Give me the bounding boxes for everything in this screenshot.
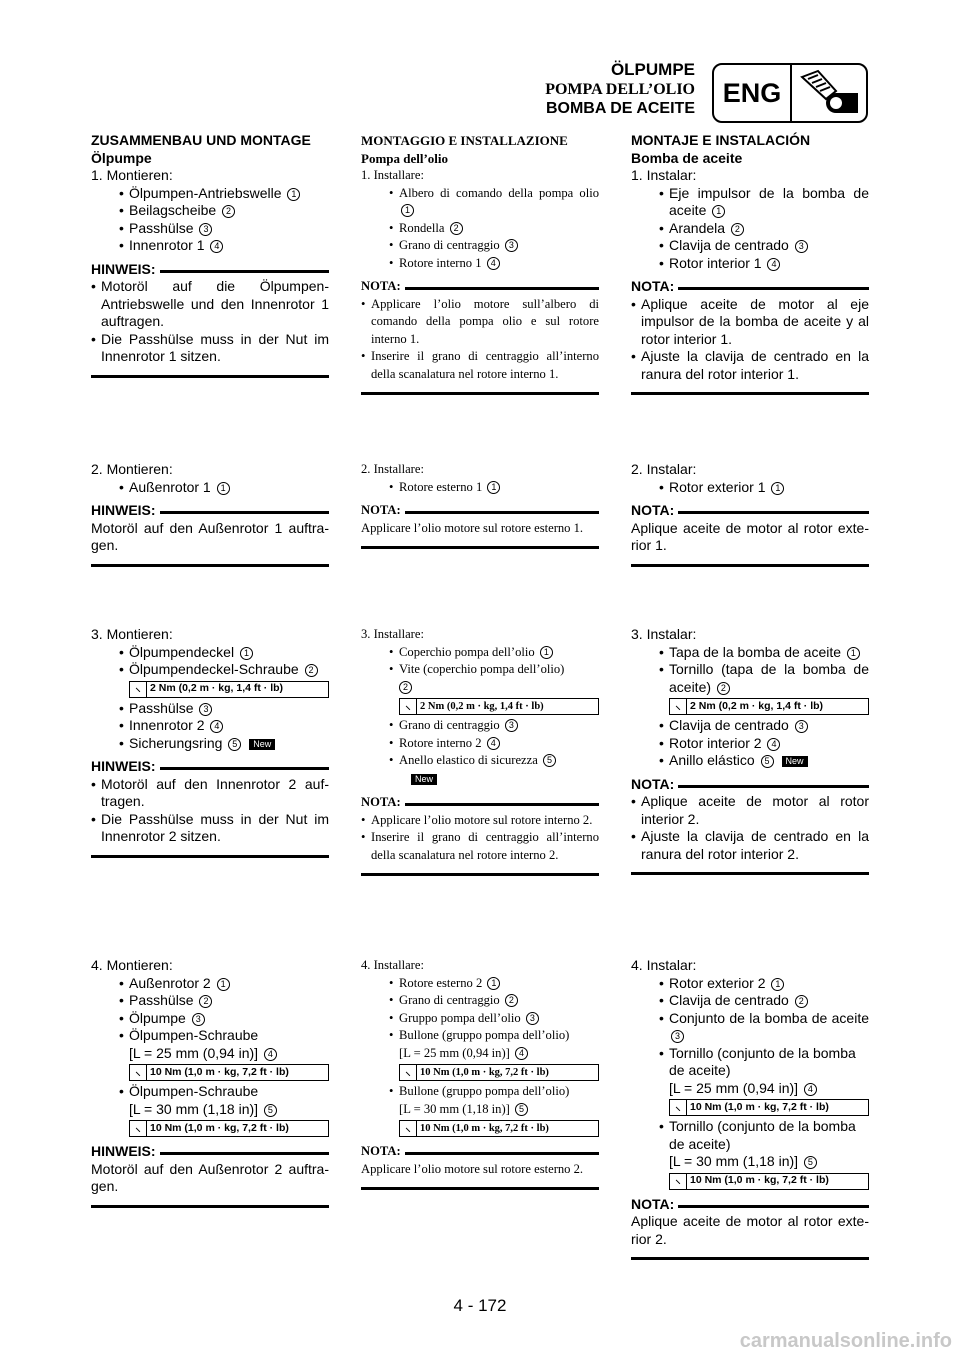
list-item: • Bullone (gruppo pompa dell’olio) (361, 1027, 599, 1045)
wrench-icon: ⸜ (400, 1121, 417, 1136)
note-text: Aplique aceite de motor al rotor exte-rior 1. (631, 519, 869, 553)
list-item: • Beilagscheibe 2 (91, 202, 329, 220)
list-item: • Rotor interior 2 4 (631, 735, 869, 753)
step-label: 2. Montieren: (91, 461, 173, 477)
step-3-it (361, 626, 599, 876)
torque-spec: ⸜ 10 Nm (1,0 m · kg, 7,2 ft · lb) (399, 1064, 599, 1081)
list-item: • Passhülse 3 (91, 220, 329, 238)
note-end-rule (361, 873, 599, 876)
note-end-rule (631, 1257, 869, 1260)
wrench-icon: ⸜ (670, 1100, 687, 1115)
note-heading: HINWEIS: (91, 502, 329, 520)
list-item: • Außenrotor 2 1 (91, 975, 329, 993)
torque-spec: ⸜ 10 Nm (1,0 m · kg, 7,2 ft · lb) (669, 1099, 869, 1116)
note-end-rule (91, 1205, 329, 1208)
list-item: • Grano di centraggio 2 (361, 992, 599, 1010)
wrench-icon: ⸜ (400, 699, 417, 714)
note-heading: HINWEIS: (91, 758, 329, 776)
note-heading: HINWEIS: (91, 1143, 329, 1161)
note-text: Aplique aceite de motor al rotor exte-rior 2. (631, 1213, 869, 1247)
step-4-it (361, 957, 599, 1190)
note-item: • Ajuste la clavija de centrado en la ranura del rotor interior 1. (631, 348, 869, 383)
note-heading: NOTA: (631, 1196, 869, 1214)
list-item: • Rotore interno 2 4 (361, 735, 599, 753)
list-item: • Rondella 2 (361, 220, 599, 238)
note-heading: NOTA: (361, 502, 599, 520)
list-item: • Clavija de centrado 2 (631, 992, 869, 1010)
note-item: • Inserire il grano di centraggio all’interno della scanalatura nel rotore interno 2. (361, 829, 599, 864)
new-part-badge: New (782, 756, 808, 767)
step-2-de (91, 461, 329, 567)
watermark[interactable]: carmanualsonline.info (739, 1330, 952, 1352)
list-item: • Tapa de la bomba de aceite 1 (631, 644, 869, 662)
torque-spec: ⸜ 2 Nm (0,2 m · kg, 1,4 ft · lb) (669, 698, 869, 715)
note-item: • Motoröl auf den Innenrotor 2 auf-tragen. (91, 776, 329, 811)
wrench-icon: ⸜ (400, 1065, 417, 1080)
step-label: 4. Instalar: (631, 957, 697, 973)
step-label: 1. Montieren: (91, 167, 173, 183)
note-text: Applicare l’olio motore sul rotore esterno 1. (361, 520, 584, 535)
step-4-de (91, 957, 329, 1208)
step-label: 3. Installare: (361, 627, 424, 641)
note-heading: NOTA: (631, 502, 869, 520)
title-es: BOMBA DE ACEITE (545, 100, 695, 117)
section-heading: MONTAJE E INSTALACIÓN (631, 132, 811, 148)
bolt-length: [L = 25 mm (0,94 in)] 4 (631, 1080, 869, 1098)
list-item: • Conjunto de la bomba de aceite 3 (631, 1010, 869, 1045)
torque-spec: ⸜ 10 Nm (1,0 m · kg, 7,2 ft · lb) (399, 1120, 599, 1137)
step-label: 1. Instalar: (631, 167, 697, 183)
step-3-es (631, 626, 869, 875)
step-3-de (91, 626, 329, 858)
list-item: • Vite (coperchio pompa dell’olio) 2 (361, 661, 599, 696)
section-heading: ZUSAMMENBAU UND MONTAGE (91, 132, 311, 148)
list-item: • Albero di comando della pompa olio 1 (361, 185, 599, 220)
note-item: • Aplique aceite de motor al rotor interior 2. (631, 793, 869, 828)
list-item: • Anillo elástico 5 New (631, 752, 869, 770)
step-1-de (91, 132, 329, 378)
torque-spec: ⸜ 10 Nm (1,0 m · kg, 7,2 ft · lb) (129, 1064, 329, 1081)
new-part-badge: New (411, 774, 437, 785)
list-item: • Clavija de centrado 3 (631, 237, 869, 255)
note-item: • Inserire il grano di centraggio all’interno della scanalatura nel rotore interno 1. (361, 348, 599, 383)
step-1-es (631, 132, 869, 395)
step-4-es (631, 957, 869, 1260)
list-item: • Innenrotor 1 4 (91, 237, 329, 255)
list-item: • Passhülse 2 (91, 992, 329, 1010)
torque-spec: ⸜ 10 Nm (1,0 m · kg, 7,2 ft · lb) (129, 1120, 329, 1137)
step-2-es (631, 461, 869, 567)
list-item: • Ölpumpen-Antriebswelle 1 (91, 185, 329, 203)
list-item: • Eje impulsor de la bomba de aceite 1 (631, 185, 869, 220)
note-heading: NOTA: (361, 278, 599, 296)
note-item: • Motoröl auf die Ölpumpen-Antriebswelle und den Innenrotor 1 auftragen. (91, 278, 329, 331)
wrench-icon: ⸜ (130, 682, 147, 697)
page-number: 4 - 172 (453, 1296, 507, 1315)
note-text: Motoröl auf den Außenrotor 2 auftra-gen. (91, 1160, 329, 1194)
note-heading: NOTA: (631, 278, 869, 296)
list-item: • Passhülse 3 (91, 700, 329, 718)
step-label: 1. Installare: (361, 168, 424, 182)
list-item: • Ölpumpendeckel-Schraube 2 (91, 661, 329, 679)
wrench-icon: ⸜ (130, 1065, 147, 1080)
note-end-rule (91, 564, 329, 567)
wrench-icon: ⸜ (130, 1121, 147, 1136)
note-end-rule (631, 392, 869, 395)
step-2-it (361, 461, 599, 549)
note-item: • Die Passhülse muss in der Nut im Innenrotor 2 sitzen. (91, 811, 329, 846)
list-item: • Tornillo (conjunto de la bomba de aceite) (631, 1045, 869, 1080)
list-item: • Rotor exterior 1 1 (631, 479, 869, 497)
list-item: • Rotore interno 1 4 (361, 255, 599, 273)
list-item: • Coperchio pompa dell’olio 1 (361, 644, 599, 662)
note-item: • Aplique aceite de motor al eje impulsor de la bomba de aceite y al rotor interior 1. (631, 296, 869, 349)
bolt-length: [L = 30 mm (1,18 in)] 5 (631, 1153, 869, 1171)
note-end-rule (631, 872, 869, 875)
note-end-rule (91, 855, 329, 858)
bolt-length: [L = 30 mm (1,18 in)] 5 (91, 1101, 329, 1119)
list-item: • Grano di centraggio 3 (361, 237, 599, 255)
lang-label: ENG (714, 65, 792, 121)
step-label: 3. Instalar: (631, 626, 697, 642)
section-subheading: Bomba de aceite (631, 149, 743, 166)
note-end-rule (361, 546, 599, 549)
note-heading: NOTA: (631, 776, 869, 794)
note-heading: NOTA: (361, 1143, 599, 1161)
section-title (545, 60, 695, 118)
list-item: • Arandela 2 (631, 220, 869, 238)
step-label: 4. Installare: (361, 958, 424, 972)
list-item: • Tornillo (tapa de la bomba de aceite) 2 (631, 661, 869, 696)
new-part-row (361, 771, 599, 789)
wrench-icon: ⸜ (670, 699, 687, 714)
title-de: ÖLPUMPE (610, 60, 695, 79)
wrench-icon: ⸜ (670, 1174, 687, 1189)
note-end-rule (361, 1187, 599, 1190)
list-item: • Bullone (gruppo pompa dell’olio) (361, 1083, 599, 1101)
list-item: • Ölpumpe 3 (91, 1010, 329, 1028)
note-heading: NOTA: (361, 794, 599, 812)
new-part-badge: New (249, 739, 275, 750)
oil-pump-tool-icon (792, 65, 866, 121)
torque-spec: ⸜ 2 Nm (0,2 m · kg, 1,4 ft · lb) (129, 681, 329, 698)
bolt-length: [L = 30 mm (1,18 in)] 5 (361, 1101, 599, 1119)
note-end-rule (91, 375, 329, 378)
section-subheading: Ölpumpe (91, 149, 152, 166)
bolt-length: [L = 25 mm (0,94 in)] 4 (361, 1045, 599, 1063)
note-heading: HINWEIS: (91, 261, 329, 279)
list-item: • Ölpumpen-Schraube (91, 1027, 329, 1045)
note-item: • Applicare l’olio motore sull’albero di comando della pompa olio e sul rotore interno 1. (361, 296, 599, 349)
note-item: • Applicare l’olio motore sul rotore interno 2. (361, 812, 599, 830)
step-label: 2. Installare: (361, 462, 424, 476)
bolt-length: [L = 25 mm (0,94 in)] 4 (91, 1045, 329, 1063)
list-item: • Außenrotor 1 1 (91, 479, 329, 497)
list-item: • Innenrotor 2 4 (91, 717, 329, 735)
list-item: • Gruppo pompa dell’olio 3 (361, 1010, 599, 1028)
list-item: • Clavija de centrado 3 (631, 717, 869, 735)
note-text: Applicare l’olio motore sul rotore esterno 2. (361, 1161, 584, 1176)
step-1-it (361, 132, 599, 395)
section-subheading: Pompa dell’olio (361, 150, 449, 166)
list-item: • Rotore esterno 2 1 (361, 975, 599, 993)
title-it: POMPA DELL’OLIO (545, 81, 695, 98)
note-text: Motoröl auf den Außenrotor 1 auftra-gen. (91, 519, 329, 553)
list-item: • Ölpumpendeckel 1 (91, 644, 329, 662)
torque-spec: ⸜ 2 Nm (0,2 m · kg, 1,4 ft · lb) (399, 698, 599, 715)
list-item: • Rotor exterior 2 1 (631, 975, 869, 993)
step-label: 4. Montieren: (91, 957, 173, 973)
section-tab (712, 63, 868, 123)
note-item: • Ajuste la clavija de centrado en la ranura del rotor interior 2. (631, 828, 869, 863)
note-end-rule (631, 564, 869, 567)
list-item: • Sicherungsring 5 New (91, 735, 329, 753)
list-item: • Grano di centraggio 3 (361, 717, 599, 735)
list-item: • Tornillo (conjunto de la bomba de aceite) (631, 1118, 869, 1153)
torque-spec: ⸜ 10 Nm (1,0 m · kg, 7,2 ft · lb) (669, 1173, 869, 1190)
list-item: • Ölpumpen-Schraube (91, 1083, 329, 1101)
list-item: • Anello elastico di sicurezza 5 (361, 752, 599, 770)
step-label: 2. Instalar: (631, 461, 697, 477)
note-item: • Die Passhülse muss in der Nut im Innenrotor 1 sitzen. (91, 331, 329, 366)
list-item: • Rotor interior 1 4 (631, 255, 869, 273)
section-heading: MONTAGGIO E INSTALLAZIONE (361, 133, 568, 148)
note-end-rule (361, 392, 599, 395)
list-item: • Rotore esterno 1 1 (361, 479, 599, 497)
step-label: 3. Montieren: (91, 626, 173, 642)
